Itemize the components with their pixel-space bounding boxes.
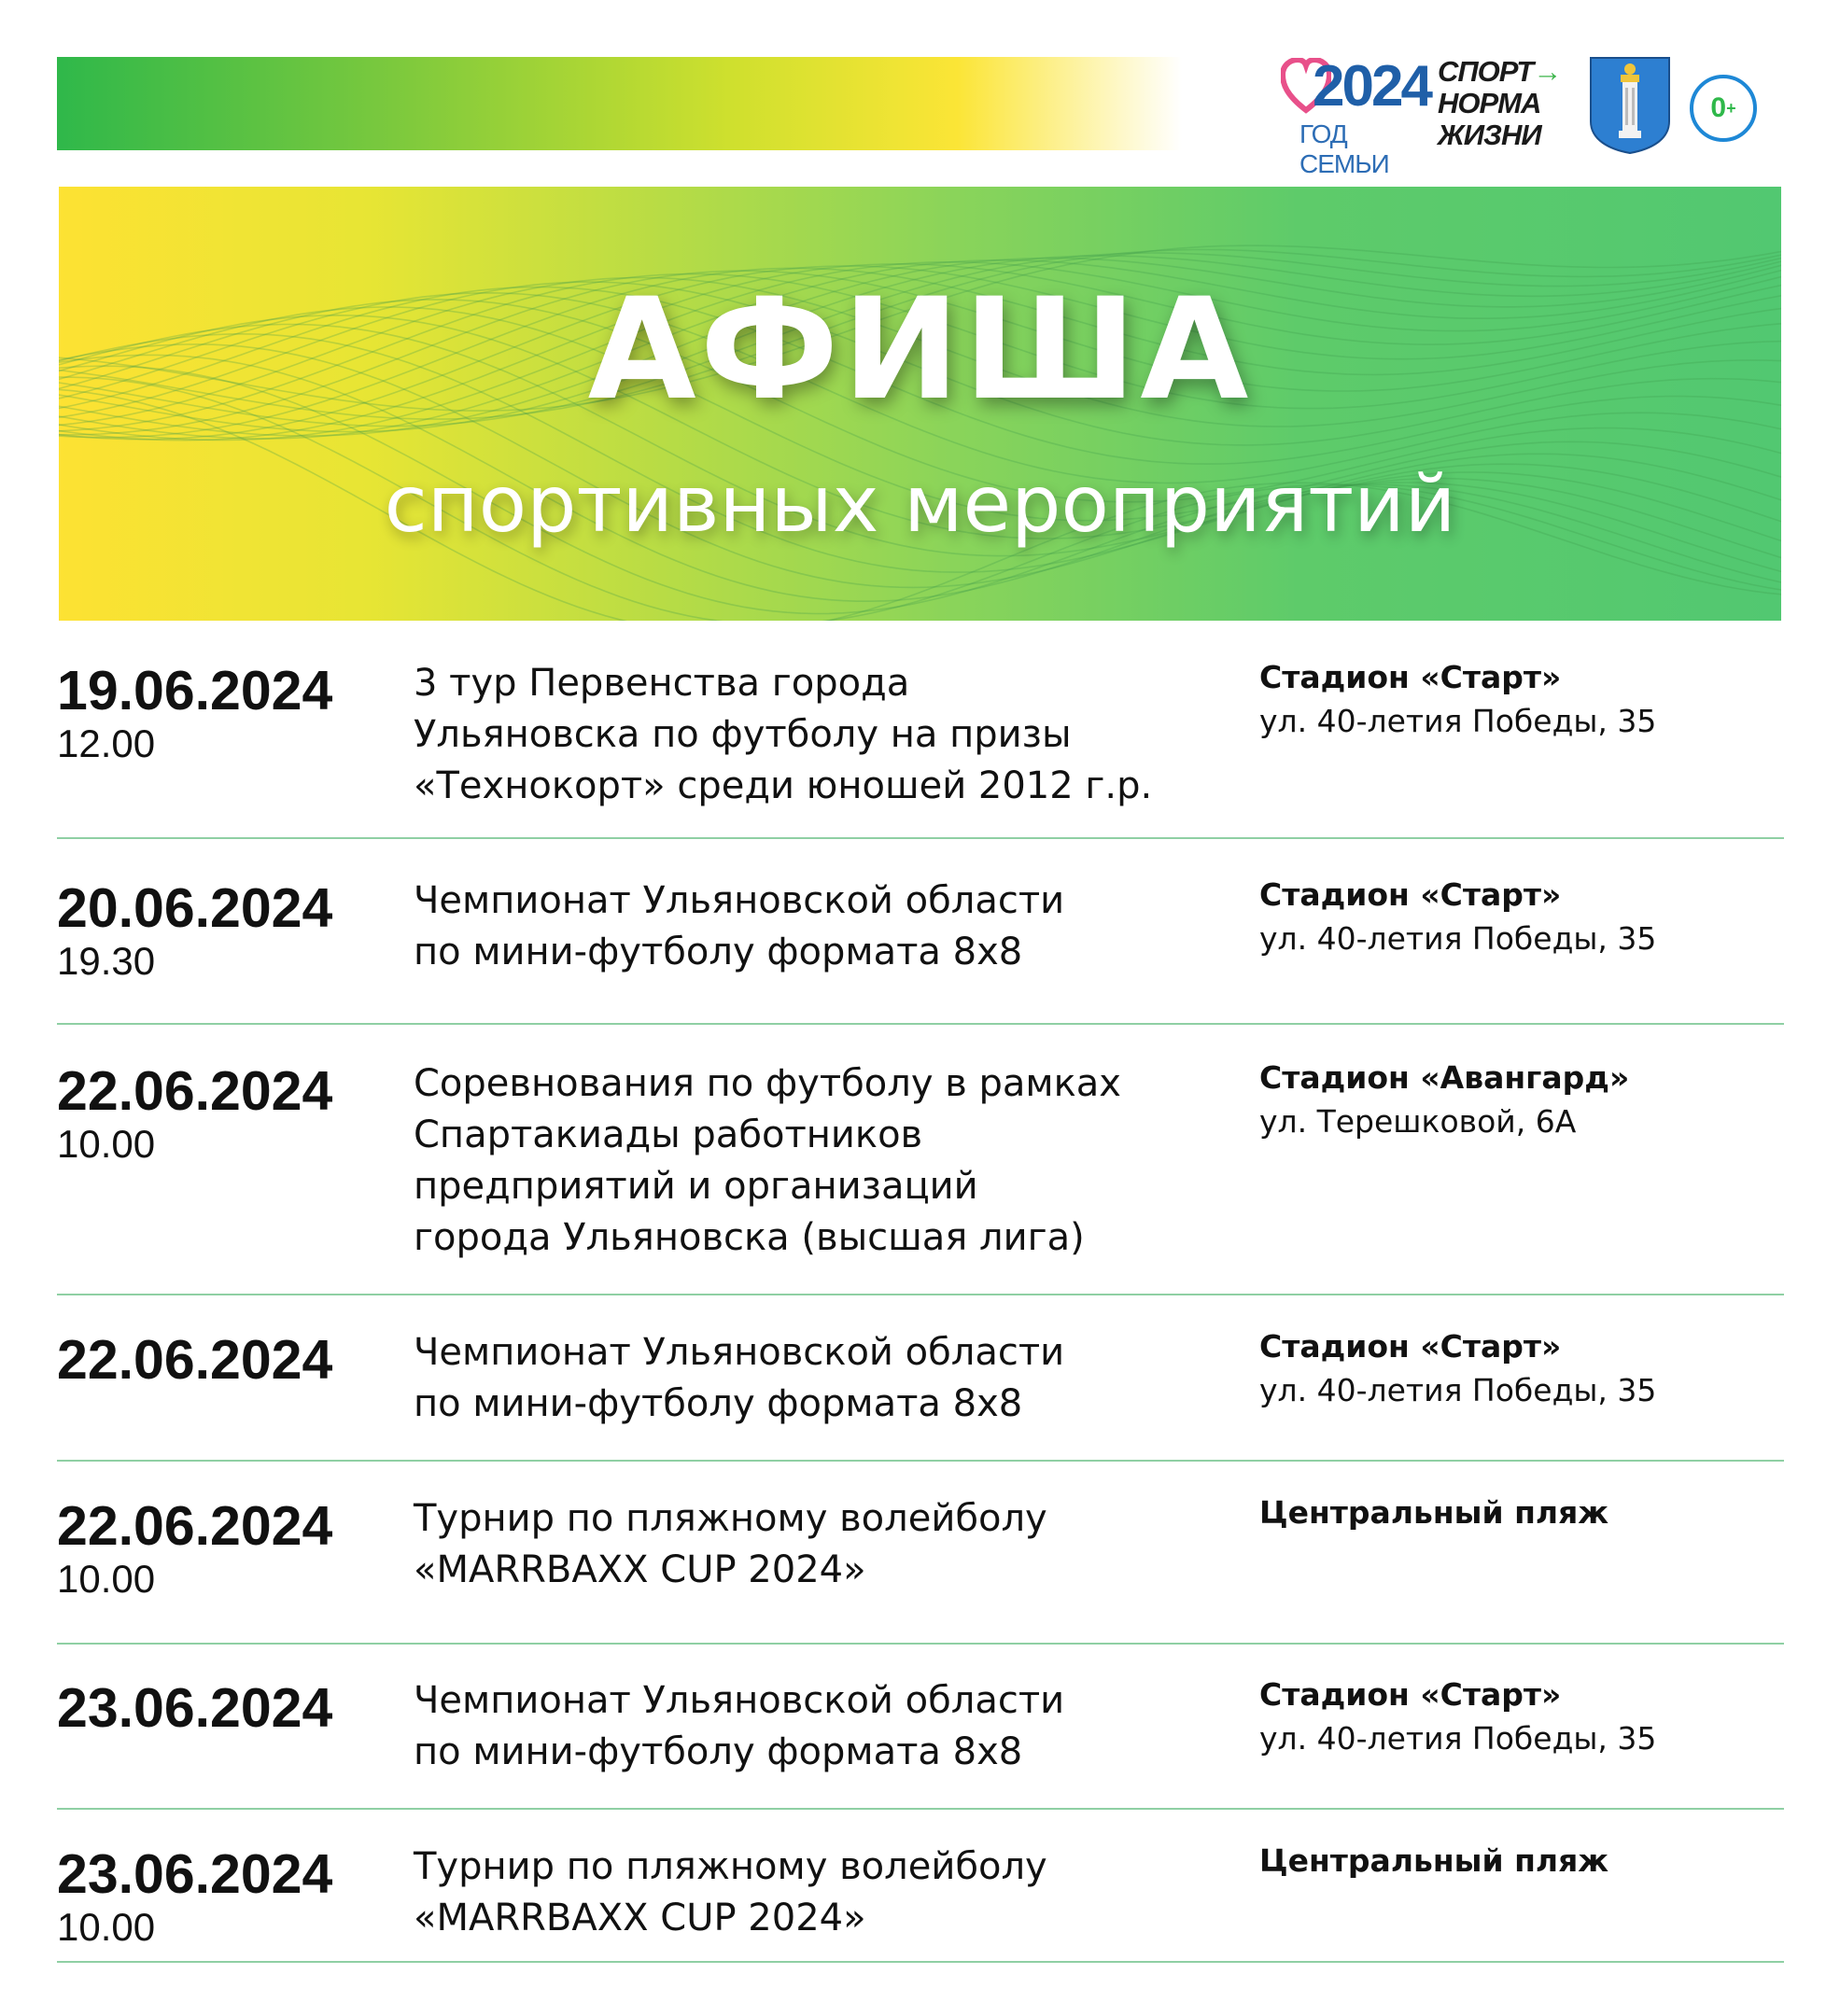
- event-title-line: Чемпионат Ульяновской области: [414, 879, 1065, 922]
- event-title-line: Спартакиады работников: [414, 1113, 923, 1156]
- event-title-line: предприятий и организаций: [414, 1165, 978, 1208]
- sport-logo-line-3: ЖИЗНИ: [1438, 119, 1541, 151]
- city-crest-icon: [1589, 56, 1671, 155]
- event-venue: Стадион «Старт»: [1259, 659, 1562, 695]
- event-address: ул. 40-летия Победы, 35: [1259, 1372, 1657, 1408]
- event-row: [57, 1841, 1784, 1963]
- event-title: [414, 658, 1254, 812]
- sport-norm-logo: [1438, 56, 1568, 151]
- event-title-line: 3 тур Первенства города: [414, 662, 910, 705]
- logo-year: 2024: [1313, 54, 1430, 119]
- event-title-line: по мини-футболу формата 8х8: [414, 1730, 1023, 1773]
- event-date: 20.06.2024: [57, 877, 333, 939]
- event-row: [57, 1675, 1784, 1810]
- sport-logo-line-2: НОРМА: [1438, 87, 1541, 119]
- event-time: 10.00: [57, 1905, 156, 1949]
- event-title-line: «MARRBAXX CUP 2024»: [414, 1548, 866, 1591]
- event-title: [414, 1327, 1254, 1430]
- event-row: [57, 875, 1784, 1025]
- header-logos: [1279, 54, 1783, 178]
- event-title-line: по мини-футболу формата 8х8: [414, 931, 1023, 973]
- arrow-right-icon: →: [1533, 55, 1562, 88]
- logo-year-caption: ГОД СЕМЬИ: [1299, 119, 1389, 178]
- event-venue: Стадион «Старт»: [1259, 1328, 1562, 1365]
- event-title-line: Чемпионат Ульяновской области: [414, 1679, 1065, 1722]
- event-row: [57, 1327, 1784, 1462]
- event-venue: Стадион «Старт»: [1259, 876, 1562, 913]
- hero-banner: [59, 187, 1781, 621]
- age-rating-badge: [1690, 75, 1757, 142]
- sport-logo-line-1: СПОРТ→: [1438, 55, 1562, 88]
- event-date: 19.06.2024: [57, 660, 333, 721]
- event-time: 10.00: [57, 1557, 156, 1601]
- event-time: 10.00: [57, 1122, 156, 1166]
- top-gradient-bar: [57, 57, 1182, 150]
- event-title-line: Ульяновска по футболу на призы: [414, 713, 1072, 756]
- event-date: 22.06.2024: [57, 1060, 333, 1122]
- year-of-family-logo: [1279, 54, 1430, 178]
- event-venue: Центральный пляж: [1259, 1494, 1609, 1531]
- event-title: [414, 1493, 1254, 1596]
- event-title-line: Соревнования по футболу в рамках: [414, 1062, 1121, 1105]
- event-address: ул. 40-летия Победы, 35: [1259, 703, 1657, 739]
- banner-title: АФИША: [587, 269, 1253, 431]
- event-title-line: «Технокорт» среди юношей 2012 г.р.: [414, 764, 1153, 807]
- event-title: [414, 1058, 1254, 1264]
- event-title-line: Турнир по пляжному волейболу: [414, 1845, 1047, 1888]
- event-date: 22.06.2024: [57, 1495, 333, 1557]
- event-date: 23.06.2024: [57, 1843, 333, 1905]
- event-address: ул. 40-летия Победы, 35: [1259, 1720, 1657, 1757]
- event-venue: Стадион «Авангард»: [1259, 1059, 1630, 1096]
- event-time: 19.30: [57, 939, 156, 983]
- event-venue: Стадион «Старт»: [1259, 1676, 1562, 1713]
- event-row: [57, 1493, 1784, 1645]
- age-rating-plus: +: [1726, 98, 1736, 118]
- event-title: [414, 875, 1254, 978]
- event-title: [414, 1675, 1254, 1778]
- age-rating-value: 0: [1710, 92, 1727, 123]
- event-date: 23.06.2024: [57, 1677, 333, 1739]
- banner-subtitle: спортивных мероприятий: [384, 458, 1456, 550]
- event-date: 22.06.2024: [57, 1329, 333, 1391]
- event-venue: Центральный пляж: [1259, 1842, 1609, 1879]
- event-title-line: Чемпионат Ульяновской области: [414, 1331, 1065, 1374]
- event-time: 12.00: [57, 721, 156, 765]
- event-title-line: по мини-футболу формата 8х8: [414, 1382, 1023, 1425]
- event-address: ул. 40-летия Победы, 35: [1259, 920, 1657, 957]
- event-title-line: города Ульяновска (высшая лига): [414, 1216, 1085, 1259]
- event-address: ул. Терешковой, 6А: [1259, 1103, 1577, 1140]
- event-row: [57, 1058, 1784, 1295]
- event-title-line: Турнир по пляжному волейболу: [414, 1497, 1047, 1540]
- event-title: [414, 1841, 1254, 1944]
- event-row: [57, 658, 1784, 839]
- event-title-line: «MARRBAXX CUP 2024»: [414, 1897, 866, 1939]
